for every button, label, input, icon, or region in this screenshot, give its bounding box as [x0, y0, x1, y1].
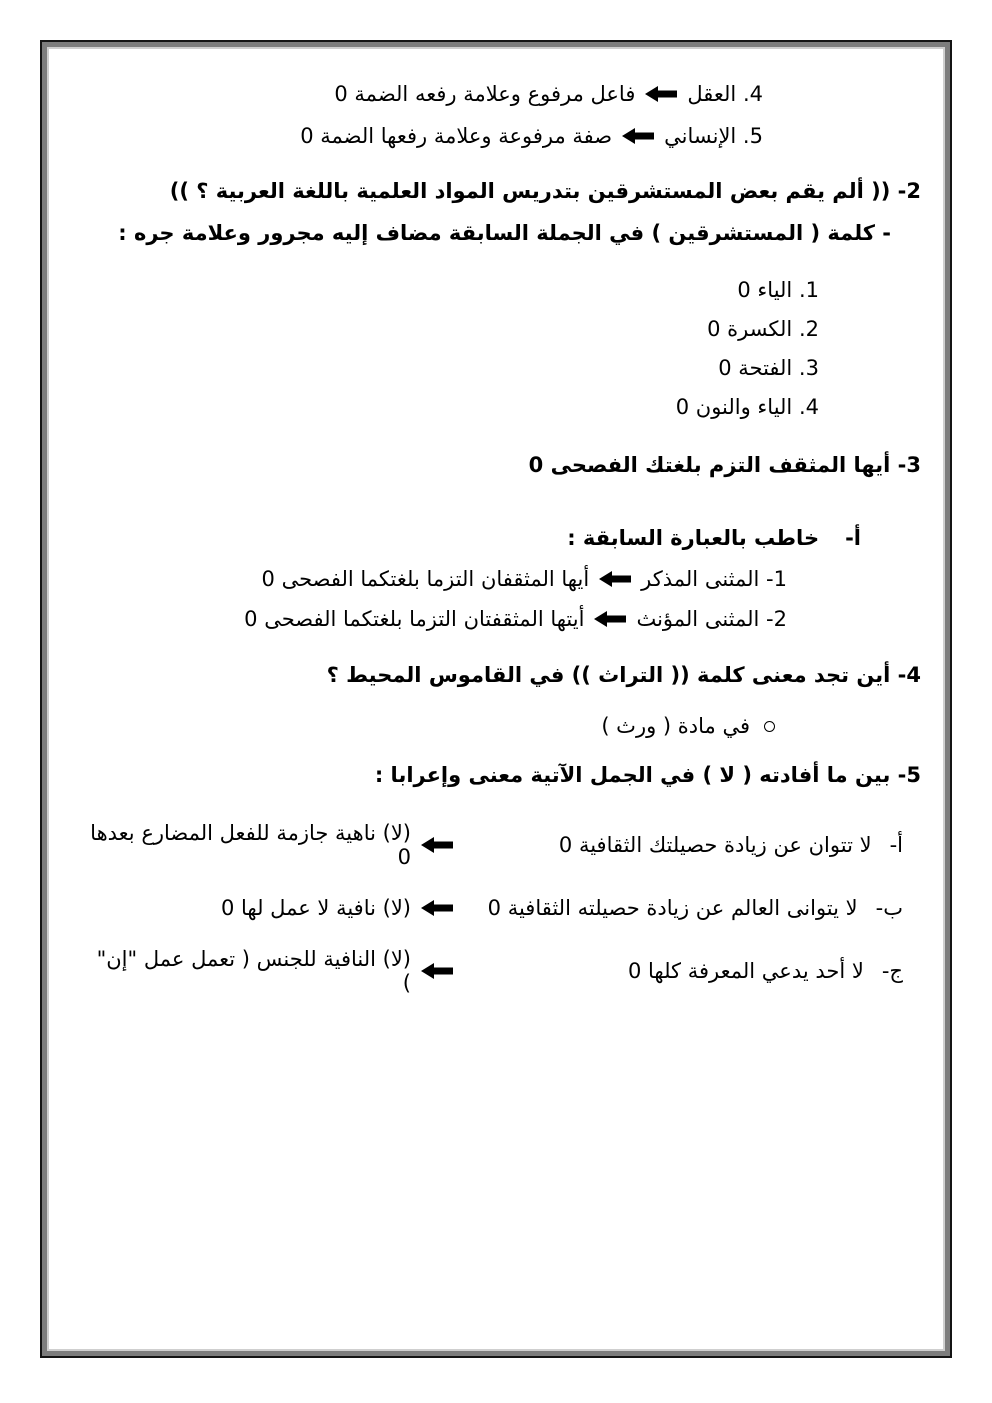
question-3-sub-heading — [83, 517, 861, 559]
answer-explanation: أيتها المثقفتان التزما بلغتكما الفصحى 0 — [244, 607, 585, 631]
left-arrow-icon — [599, 570, 631, 588]
question-2-option: 1. الياء 0 — [737, 278, 819, 302]
left-arrow-icon — [594, 610, 626, 628]
question-2-subtitle: - كلمة ( المستشرقين ) في الجملة السابقة مضاف إليه مجرور وعلامة جره : — [118, 221, 891, 245]
intro-item-explanation: فاعل مرفوع وعلامة رفعه الضمة 0 — [334, 82, 636, 106]
question-3-title: 3- أيها المثقف التزم بلغتك الفصحى 0 — [528, 453, 921, 477]
row-explanation: (لا) النافية للجنس ( تعمل عمل "إن" ) — [96, 946, 411, 995]
question-3-answer-2 — [83, 599, 787, 639]
row-marker: أ- — [889, 832, 903, 857]
row-explanation-group — [83, 947, 453, 995]
intro-item-explanation: صفة مرفوعة وعلامة رفعها الضمة 0 — [300, 124, 613, 148]
answer-lead: 1- المثنى المذكر — [641, 567, 787, 591]
question-4-answer — [83, 705, 775, 747]
row-sentence: لا تتوان عن زيادة حصيلتك الثقافية 0 — [558, 832, 872, 857]
left-arrow-icon — [645, 85, 677, 103]
answer-lead: 2- المثنى المؤنث — [636, 607, 787, 631]
intro-item-lead: 4. العقل — [687, 82, 763, 106]
row-explanation-group — [221, 896, 453, 920]
row-explanation: (لا) ناهية جازمة للفعل المضارع بعدها 0 — [90, 820, 411, 869]
page-border-inner — [47, 47, 945, 1351]
question-3-answer-1 — [83, 559, 787, 599]
question-5-title: 5- بين ما أفادته ( لا ) في الجمل الآتية معنى وإعرابا : — [374, 763, 921, 787]
question-2-title: 2- (( ألم يقم بعض المستشرقين بتدريس المواد العلمية باللغة العربية ؟ )) — [169, 179, 921, 203]
answer-explanation: أيها المثقفان التزما بلغتكما الفصحى 0 — [261, 567, 590, 591]
intro-item-5 — [83, 115, 763, 157]
question-2-option: 2. الكسرة 0 — [707, 317, 819, 341]
row-explanation: (لا) نافية لا عمل لها 0 — [220, 895, 411, 920]
question-2-option: 4. الياء والنون 0 — [675, 395, 819, 419]
left-arrow-icon — [622, 127, 654, 145]
row-marker: ب- — [875, 895, 903, 920]
sub-heading-marker: أ- — [845, 526, 861, 550]
circle-bullet-icon — [764, 721, 775, 732]
intro-item-lead: 5. الإنساني — [664, 124, 763, 148]
row-explanation-group — [83, 821, 453, 869]
page-border-frame — [40, 40, 952, 1358]
left-arrow-icon — [421, 836, 453, 854]
row-sentence: لا يتوانى العالم عن زيادة حصيلته الثقافية 0 — [487, 895, 858, 920]
question-5-row-a — [83, 813, 903, 876]
intro-item-4 — [83, 73, 763, 115]
question-2-option: 3. الفتحة 0 — [718, 356, 819, 380]
question-4-title: 4- أين تجد معنى كلمة (( التراث )) في القاموس المحيط ؟ — [326, 663, 921, 687]
answer-text: في مادة ( ورث ) — [601, 714, 750, 738]
sub-heading-text: خاطب بالعبارة السابقة : — [567, 526, 820, 550]
row-sentence: لا أحد يدعي المعرفة كلها 0 — [627, 958, 864, 983]
left-arrow-icon — [421, 899, 453, 917]
left-arrow-icon — [421, 962, 453, 980]
row-marker: ج- — [881, 958, 903, 983]
row-sentence-group — [453, 833, 903, 857]
row-sentence-group — [453, 896, 903, 920]
question-5-row-b — [83, 876, 903, 939]
page-border-mid — [42, 42, 950, 1356]
row-sentence-group — [453, 959, 903, 983]
question-5-row-c — [83, 939, 903, 1002]
document-content — [49, 49, 943, 1349]
